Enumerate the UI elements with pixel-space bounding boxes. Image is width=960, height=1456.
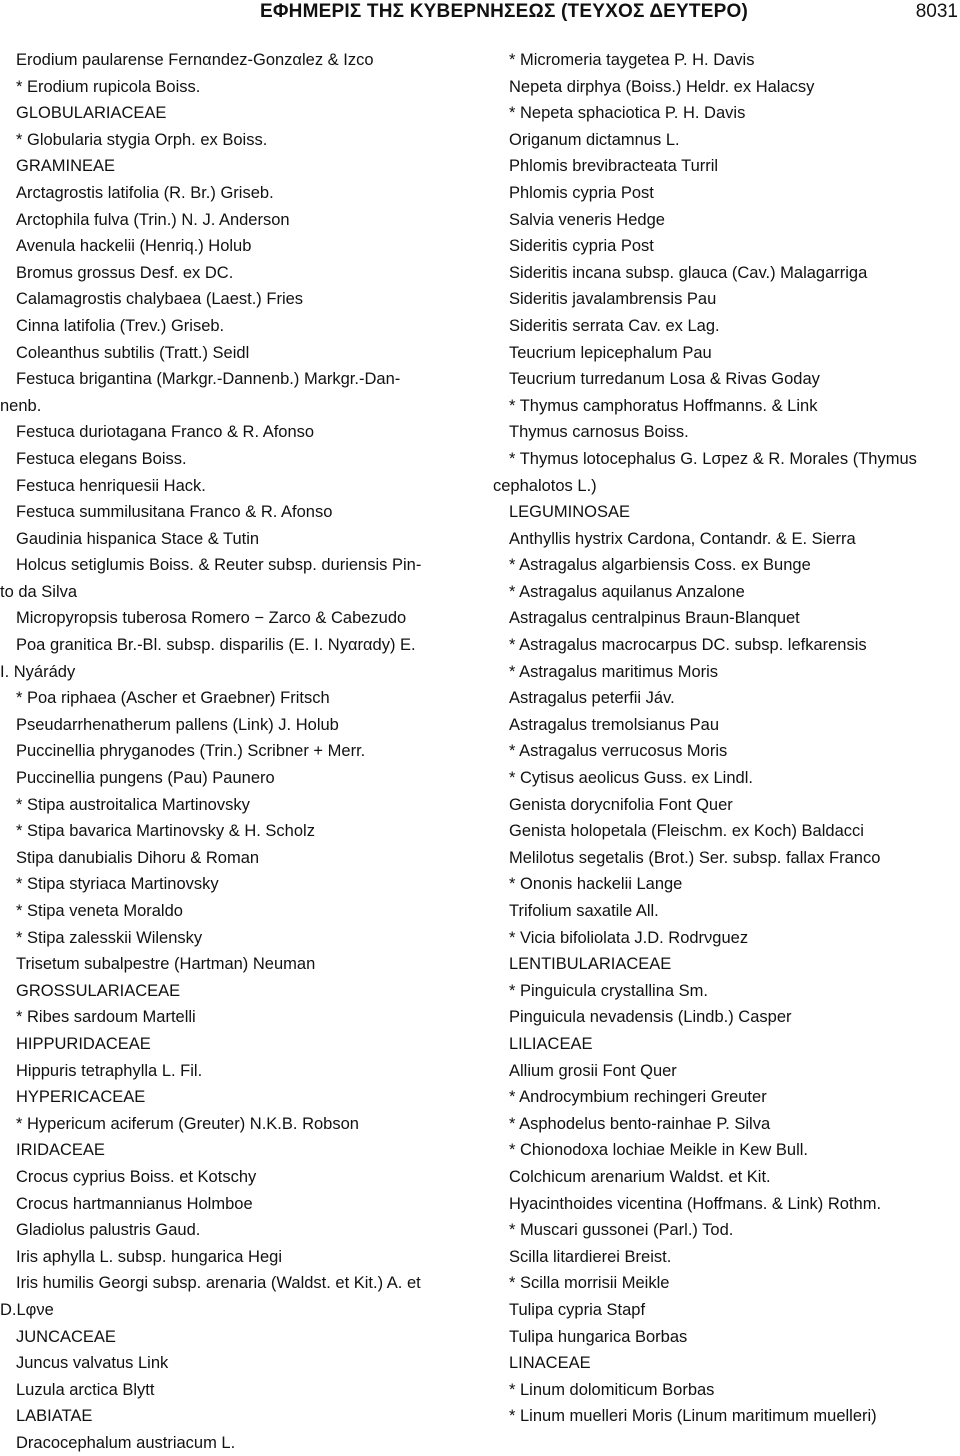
list-item: Gaudinia hispanica Stace & Tutin xyxy=(16,529,260,548)
list-item: Sideritis incana subsp. glauca (Cav.) Malagarriga xyxy=(509,263,868,282)
list-item: Anthyllis hystrix Cardona, Contandr. & E. Sierra xyxy=(509,529,856,548)
list-item: Cinna latifolia (Trev.) Griseb. xyxy=(16,316,225,335)
list-item: Festuca henriquesii Hack. xyxy=(16,476,206,495)
list-item: Festuca summilusitana Franco & R. Afonso xyxy=(16,503,333,522)
list-item: Sideritis serrata Cav. ex Lag. xyxy=(509,316,720,335)
list-item: Coleanthus subtilis (Tratt.) Seidl xyxy=(16,343,250,362)
list-item: * Hypericum aciferum (Greuter) N.K.B. Robson xyxy=(16,1114,359,1133)
list-item: Bromus grossus Desf. ex DC. xyxy=(16,263,234,282)
list-item: Allium grosii Font Quer xyxy=(509,1061,677,1080)
list-item: HYPERICACEAE xyxy=(16,1088,146,1107)
list-item: Thymus carnosus Boiss. xyxy=(509,423,689,442)
list-item: * Stipa veneta Moraldo xyxy=(16,902,183,920)
list-item-continuation: I. Nyárády xyxy=(0,662,76,681)
list-item: Astragalus centralpinus Braun-Blanquet xyxy=(509,609,800,628)
list-item: Avenula hackelii (Henriq.) Holub xyxy=(16,237,252,256)
list-item: Sideritis javalambrensis Pau xyxy=(509,290,717,309)
list-item: Astragalus tremolsianus Pau xyxy=(509,715,720,734)
list-item: LINACEAE xyxy=(509,1354,591,1373)
gazette-title: ΕΦΗΜΕΡΙΣ ΤΗΣ ΚΥΒΕΡΝΗΣΕΩΣ (ΤΕΥΧΟΣ ΔΕΥΤΕΡΟ) xyxy=(260,1,748,22)
list-item: * Nepeta sphaciotica P. H. Davis xyxy=(509,104,746,123)
list-item: * Thymus lotocephalus G. Lσpez & R. Morales (Thymus xyxy=(509,449,917,468)
list-item: LEGUMINOSAE xyxy=(509,503,631,522)
list-item: Erodium paularense Fernαndez-Gonzαlez & Izco xyxy=(16,51,374,69)
list-item: * Vicia bifoliolata J.D. Rodrνguez xyxy=(509,928,749,947)
list-item: Crocus hartmannianus Holmboe xyxy=(16,1194,253,1213)
list-item: * Stipa austroitalica Martinovsky xyxy=(16,795,250,814)
list-item: Crocus cyprius Boiss. et Kotschy xyxy=(16,1167,257,1186)
list-item: Tulipa cypria Stapf xyxy=(509,1300,646,1319)
list-item: Pinguicula nevadensis (Lindb.) Casper xyxy=(509,1008,792,1027)
list-item: * Ribes sardoum Martelli xyxy=(16,1008,196,1027)
list-item: JUNCACEAE xyxy=(16,1327,116,1346)
list-item: Micropyropsis tuberosa Romero − Zarco & Cabezudo xyxy=(16,609,407,628)
list-item: * Stipa bavarica Martinovsky & H. Scholz xyxy=(16,822,315,841)
list-item: Iris aphylla L. subsp. hungarica Hegi xyxy=(16,1247,282,1266)
list-item-continuation: cephalotos L.) xyxy=(493,476,597,495)
list-item: Dracocephalum austriacum L. xyxy=(16,1433,236,1452)
list-item: * Thymus camphoratus Hoffmanns. & Link xyxy=(509,396,818,415)
list-item: * Erodium rupicola Boiss. xyxy=(16,77,201,96)
list-item: LENTIBULARIACEAE xyxy=(509,955,672,974)
list-item: * Pinguicula crystallina Sm. xyxy=(509,981,708,1000)
list-item: Genista dorycnifolia Font Quer xyxy=(509,795,733,814)
list-item: Phlomis cypria Post xyxy=(509,183,654,202)
page-number: 8031 xyxy=(915,1,958,22)
list-item: * Astragalus macrocarpus DC. subsp. lefkarensis xyxy=(509,636,867,655)
list-item: * Asphodelus bento-rainhae P. Silva xyxy=(509,1114,771,1133)
list-item: Festuca elegans Boiss. xyxy=(16,449,187,468)
list-item: Melilotus segetalis (Brot.) Ser. subsp. fallax Franco xyxy=(509,848,881,867)
list-item: Hyacinthoides vicentina (Hoffmans. & Link) Rothm. xyxy=(509,1194,882,1213)
list-item: Puccinellia phryganodes (Trin.) Scribner + Merr. xyxy=(16,742,366,761)
list-item-continuation: to da Silva xyxy=(0,582,78,601)
list-item: Festuca duriotagana Franco & R. Afonso xyxy=(16,423,315,442)
right-column xyxy=(493,47,960,1430)
left-column xyxy=(0,47,475,1456)
list-item: Colchicum arenarium Waldst. et Kit. xyxy=(509,1167,771,1186)
list-item: Juncus valvatus Link xyxy=(16,1354,169,1373)
list-item: Origanum dictamnus L. xyxy=(509,130,680,149)
list-item: GRAMINEAE xyxy=(16,157,116,176)
list-item: Genista holopetala (Fleischm. ex Koch) Baldacci xyxy=(509,822,864,841)
list-item: * Micromeria taygetea P. H. Davis xyxy=(509,51,755,69)
list-item: Tulipa hungarica Borbas xyxy=(509,1327,688,1346)
list-item: Calamagrostis chalybaea (Laest.) Fries xyxy=(16,290,304,309)
list-item: Arctophila fulva (Trin.) N. J. Anderson xyxy=(16,210,290,229)
list-item: * Linum dolomiticum Borbas xyxy=(509,1380,715,1399)
list-item: Luzula arctica Blytt xyxy=(16,1380,155,1399)
list-item: Festuca brigantina (Markgr.-Dannenb.) Markgr.-Dan- xyxy=(16,370,401,389)
list-item: * Linum muelleri Moris (Linum maritimum muelleri) xyxy=(509,1407,877,1426)
list-item: * Stipa styriaca Martinovsky xyxy=(16,875,219,894)
list-item: Trisetum subalpestre (Hartman) Neuman xyxy=(16,955,316,974)
list-item: * Androcymbium rechingeri Greuter xyxy=(509,1088,767,1107)
list-item: * Astragalus maritimus Moris xyxy=(509,662,719,681)
list-item: Sideritis cypria Post xyxy=(509,237,654,256)
list-item: LILIACEAE xyxy=(509,1034,593,1053)
list-item: Holcus setiglumis Boiss. & Reuter subsp. duriensis Pin- xyxy=(16,556,422,575)
list-item: GLOBULARIACEAE xyxy=(16,104,167,123)
list-item: Phlomis brevibracteata Turril xyxy=(509,157,719,176)
list-item: * Poa riphaea (Ascher et Graebner) Fritsch xyxy=(16,689,330,708)
list-item: * Astragalus verrucosus Moris xyxy=(509,742,728,761)
list-item: * Astragalus algarbiensis Coss. ex Bunge xyxy=(509,556,811,575)
list-item: Teucrium lepicephalum Pau xyxy=(509,343,712,362)
list-item: Teucrium turredanum Losa & Rivas Goday xyxy=(509,370,820,389)
list-item-continuation: nenb. xyxy=(0,396,42,415)
list-item: Arctagrostis latifolia (R. Br.) Griseb. xyxy=(16,183,274,202)
list-item: Gladiolus palustris Gaud. xyxy=(16,1221,201,1240)
list-item: GROSSULARIACEAE xyxy=(16,981,181,1000)
list-item: * Cytisus aeolicus Guss. ex Lindl. xyxy=(509,769,753,788)
page-header xyxy=(0,0,960,28)
list-item: * Ononis hackelii Lange xyxy=(509,875,683,894)
list-item: Iris humilis Georgi subsp. arenaria (Waldst. et Kit.) A. et xyxy=(16,1274,421,1293)
list-item: Pseudarrhenatherum pallens (Link) J. Holub xyxy=(16,715,339,734)
list-item: Nepeta dirphya (Boiss.) Heldr. ex Halacsy xyxy=(509,77,815,96)
list-item: Stipa danubialis Dihoru & Roman xyxy=(16,848,260,867)
list-item: * Globularia stygia Orph. ex Boiss. xyxy=(16,130,268,149)
list-item: * Stipa zalesskii Wilensky xyxy=(16,928,203,947)
list-item: Trifolium saxatile All. xyxy=(509,902,659,920)
list-item-continuation: D.Lφνe xyxy=(0,1300,54,1319)
list-item: HIPPURIDACEAE xyxy=(16,1034,151,1053)
list-item: Astragalus peterfii Jáv. xyxy=(509,689,675,708)
list-item: * Chionodoxa lochiae Meikle in Kew Bull. xyxy=(509,1141,808,1160)
list-item: Poa granitica Br.-Bl. subsp. disparilis (E. I. Nyαrαdy) E. xyxy=(16,636,416,655)
list-item: * Muscari gussonei (Parl.) Tod. xyxy=(509,1221,734,1240)
list-item: * Astragalus aquilanus Anzalone xyxy=(509,582,745,601)
list-item: * Scilla morrisii Meikle xyxy=(509,1274,670,1293)
list-item: Scilla litardierei Breist. xyxy=(509,1247,672,1266)
list-item: IRIDACEAE xyxy=(16,1141,105,1160)
list-item: Hippuris tetraphylla L. Fil. xyxy=(16,1061,203,1080)
list-item: LABIATAE xyxy=(16,1407,93,1426)
list-item: Salvia veneris Hedge xyxy=(509,210,665,229)
list-item: Puccinellia pungens (Pau) Paunero xyxy=(16,769,275,788)
